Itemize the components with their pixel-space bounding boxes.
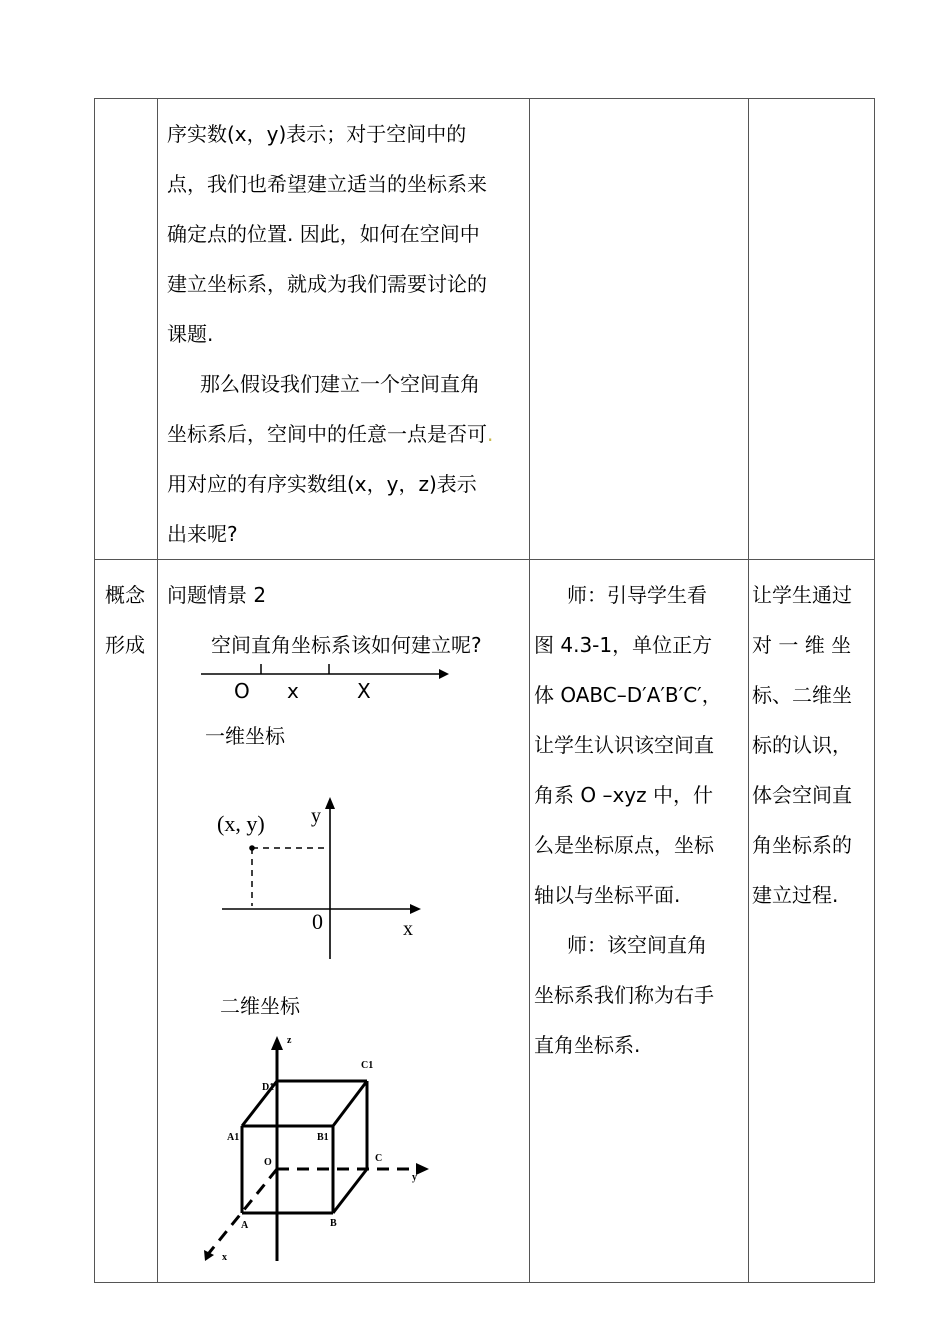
text-line: 直角坐标系. [534, 1033, 641, 1057]
vertex-label: z [287, 1035, 292, 1046]
text-line: 让学生认识该空间直 [534, 733, 714, 757]
arrow-head [325, 797, 335, 809]
table-row [95, 560, 875, 1283]
point-label: (x, y) [217, 811, 265, 836]
text-line: 序实数(x，y)表示；对于空间中的 [167, 122, 467, 146]
text-line: 建立过程. [752, 883, 839, 907]
vertex-label: C1 [361, 1060, 374, 1071]
text-line [167, 409, 527, 459]
plane-coordinate-diagram [167, 775, 527, 1005]
figure-caption: 一维坐标 [205, 724, 285, 748]
figure-caption: 二维坐标 [220, 994, 300, 1018]
content-cell [158, 99, 530, 560]
text-line: 那么假设我们建立一个空间直角 [200, 372, 480, 396]
text-line: 角坐标系的 [752, 833, 852, 857]
text-line: 出来呢? [167, 522, 238, 546]
vertex-label: B [330, 1218, 337, 1229]
X-label: X [357, 679, 371, 703]
arrow-head [410, 904, 421, 914]
text-line: 课题. [167, 322, 214, 346]
mark-dot: . [487, 422, 494, 446]
table-row [95, 99, 875, 560]
text-line: 标的认识， [752, 733, 852, 757]
text-line-content: 坐标系后，空间中的任意一点是否可 [167, 422, 487, 446]
origin-label: O [234, 679, 250, 703]
section-heading: 问题情景 2 [167, 583, 267, 607]
point-dot [249, 845, 255, 851]
intent-cell [749, 560, 875, 1283]
question-text: 空间直角坐标系该如何建立呢? [211, 633, 482, 657]
two-dim-figure [167, 802, 527, 1032]
teacher-cell [530, 99, 749, 560]
text-line: 用对应的有序实数组(x，y，z)表示 [167, 472, 477, 496]
text-line: 对 一 维 坐 [752, 633, 852, 657]
cube-figure [167, 1032, 527, 1282]
stage-label: 概念 [105, 583, 145, 607]
vertex-label: y [412, 1172, 417, 1183]
teacher-cell [530, 560, 749, 1283]
text-line: 轴以与坐标平面. [534, 883, 681, 907]
text-line: 建立坐标系，就成为我们需要讨论的 [167, 272, 487, 296]
text-line: 坐标系我们称为右手 [534, 983, 714, 1007]
vertex-label: A1 [227, 1132, 240, 1143]
y-label: y [311, 805, 321, 827]
stage-cell [95, 560, 158, 1283]
cube-edge [333, 1081, 367, 1126]
x-label: x [403, 918, 413, 940]
content-cell [158, 560, 530, 1283]
vertex-label: C [375, 1153, 383, 1164]
vertex-label: O [264, 1157, 272, 1168]
text-line: 师：引导学生看 [567, 583, 707, 607]
text-line: 师：该空间直角 [567, 933, 707, 957]
text-line: 标、二维坐 [752, 683, 852, 707]
cube-edge [333, 1169, 367, 1213]
stage-label: 形成 [105, 633, 145, 657]
text-line: 图 4.3-1，单位正方 [534, 633, 713, 657]
vertex-label: x [222, 1252, 227, 1263]
text-line: 点，我们也希望建立适当的坐标系来 [167, 172, 487, 196]
arrow-head [439, 669, 449, 679]
text-line: 角系 O –xyz 中，什 [534, 783, 713, 807]
text-line: 么是坐标原点，坐标 [534, 833, 714, 857]
x-label: x [287, 679, 299, 703]
text-line: 体 OABC–D′A′B′C′， [534, 683, 722, 707]
origin-label: 0 [312, 909, 323, 934]
vertex-label: A [241, 1220, 249, 1231]
stage-cell [95, 99, 158, 560]
cube-diagram [167, 1028, 527, 1278]
vertex-label: D1 [262, 1082, 275, 1093]
arrow-head [271, 1036, 283, 1050]
intent-cell [749, 99, 875, 560]
lesson-table [94, 98, 875, 1283]
text-line: 让学生通过 [752, 583, 852, 607]
text-line: 确定点的位置. 因此，如何在空间中 [167, 222, 480, 246]
arrow-head [416, 1163, 429, 1175]
text-line: 体会空间直 [752, 783, 852, 807]
vertex-label: B1 [317, 1132, 329, 1143]
